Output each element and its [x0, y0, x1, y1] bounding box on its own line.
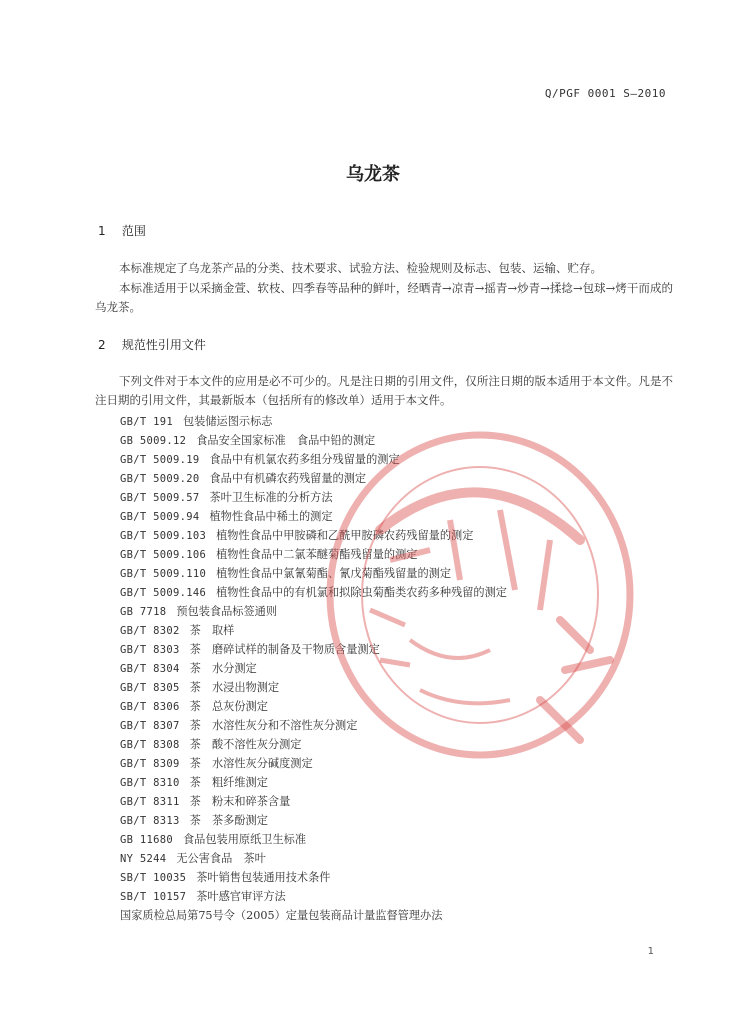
section-1-heading — [98, 222, 146, 239]
ref-code: GB/T 5009.20 — [120, 473, 200, 485]
section-number: 2 — [98, 338, 106, 352]
ref-code: GB/T 8310 — [120, 777, 180, 789]
ref-code: GB/T 8307 — [120, 720, 180, 732]
section-2-paragraph-1: 下列文件对于本文件的应用是必不可少的。凡是注日期的引用文件，仅所注日期的版本适用于本文件。凡是不注日期的引用文件，其最新版本（包括所有的修改单）适用于本文件。 — [95, 374, 673, 407]
ref-name: 茶 水溶性灰分和不溶性灰分测定 — [189, 719, 358, 732]
list-item — [120, 602, 507, 621]
ref-code: GB 11680 — [120, 834, 173, 846]
ref-code: GB/T 8304 — [120, 663, 180, 675]
ref-name: 植物性食品中二氯苯醚菊酯残留量的测定 — [216, 548, 418, 561]
ref-name: 食品中有机氯农药多组分残留量的测定 — [209, 453, 400, 466]
ref-code: GB/T 8308 — [120, 739, 180, 751]
ref-code: GB/T 8313 — [120, 815, 180, 827]
ref-name: 茶 粗纤维测定 — [189, 776, 268, 789]
ref-name: 食品安全国家标准 食品中铅的测定 — [196, 434, 376, 447]
list-item — [120, 697, 507, 716]
list-item — [120, 526, 507, 545]
ref-code: GB/T 191 — [120, 416, 173, 428]
ref-name: 茶 水溶性灰分碱度测定 — [189, 757, 313, 770]
ref-code: GB/T 5009.19 — [120, 454, 200, 466]
document-code: Q/PGF 0001 S—2010 — [544, 87, 666, 100]
list-item — [120, 830, 507, 849]
ref-name: 茶叶感官审评方法 — [196, 890, 286, 903]
list-item — [120, 849, 507, 868]
section-title: 规范性引用文件 — [121, 338, 206, 352]
ref-code: GB/T 8302 — [120, 625, 180, 637]
list-item — [120, 811, 507, 830]
list-item — [120, 507, 507, 526]
ref-code: GB/T 5009.110 — [120, 568, 207, 580]
ref-name: 食品中有机磷农药残留量的测定 — [209, 472, 367, 485]
list-item — [120, 469, 507, 488]
ref-code: GB 7718 — [120, 606, 167, 618]
list-item — [120, 792, 507, 811]
ref-name: 茶 磨碎试样的制备及干物质含量测定 — [189, 643, 380, 656]
page-number: 1 — [647, 946, 654, 957]
ref-code: SB/T 10157 — [120, 891, 187, 903]
section-1-paragraph-1: 本标准规定了乌龙茶产品的分类、技术要求、试验方法、检验规则及标志、包装、运输、贮存。 — [119, 261, 602, 275]
list-item — [120, 735, 507, 754]
ref-name: 包装储运图示标志 — [182, 415, 273, 428]
ref-code: GB/T 8309 — [120, 758, 180, 770]
ref-code: GB/T 8306 — [120, 701, 180, 713]
ref-code: GB/T 8303 — [120, 644, 180, 656]
list-item — [120, 716, 507, 735]
ref-name: 植物性食品中稀土的测定 — [209, 510, 333, 523]
list-item — [120, 583, 507, 602]
page-title: 乌龙茶 — [346, 164, 400, 185]
ref-code: GB/T 5009.106 — [120, 549, 207, 561]
ref-name: 国家质检总局第75号令（2005）定量包装商品计量监督管理办法 — [120, 909, 443, 922]
list-item — [120, 754, 507, 773]
ref-name: 茶 取样 — [189, 624, 235, 637]
ref-name: 预包装食品标签通则 — [176, 605, 278, 618]
section-title: 范围 — [121, 224, 146, 238]
ref-name: 植物性食品中氯氰菊酯、氰戊菊酯残留量的测定 — [216, 567, 452, 580]
list-item — [120, 659, 507, 678]
list-item — [120, 906, 507, 925]
ref-name: 茶 茶多酚测定 — [189, 814, 268, 827]
ref-code: GB 5009.12 — [120, 435, 187, 447]
ref-name: 植物性食品中甲胺磷和乙酰甲胺磷农药残留量的测定 — [216, 529, 474, 542]
ref-code: GB/T 8305 — [120, 682, 180, 694]
list-item — [120, 431, 507, 450]
ref-name: 茶 酸不溶性灰分测定 — [189, 738, 302, 751]
ref-name: 茶 水浸出物测定 — [189, 681, 280, 694]
section-1-paragraph-2: 本标准适用于以采摘金萱、软枝、四季春等品种的鲜叶，经晒青→凉青→摇青→炒青→揉捻→包球→烤干而成的乌龙茶。 — [95, 281, 673, 314]
ref-name: 茶 总灰份测定 — [189, 700, 268, 713]
list-item — [120, 412, 507, 431]
ref-name: 茶 粉末和碎茶含量 — [189, 795, 291, 808]
ref-name: 茶叶销售包装通用技术条件 — [196, 871, 331, 884]
list-item — [120, 621, 507, 640]
ref-name: 茶叶卫生标准的分析方法 — [209, 491, 333, 504]
ref-code: SB/T 10035 — [120, 872, 187, 884]
ref-name: 茶 水分测定 — [189, 662, 257, 675]
list-item — [120, 640, 507, 659]
section-number: 1 — [98, 224, 106, 238]
ref-code: GB/T 5009.57 — [120, 492, 200, 504]
list-item — [120, 678, 507, 697]
list-item — [120, 545, 507, 564]
ref-code: GB/T 5009.103 — [120, 530, 207, 542]
list-item — [120, 564, 507, 583]
ref-name: 无公害食品 茶叶 — [176, 852, 266, 865]
section-2-heading — [98, 336, 206, 353]
ref-code: GB/T 5009.146 — [120, 587, 207, 599]
list-item — [120, 488, 507, 507]
list-item — [120, 887, 507, 906]
ref-name: 食品包装用原纸卫生标准 — [182, 833, 307, 846]
ref-code: GB/T 5009.94 — [120, 511, 200, 523]
ref-code: GB/T 8311 — [120, 796, 180, 808]
reference-list — [120, 412, 507, 925]
list-item — [120, 773, 507, 792]
list-item — [120, 450, 507, 469]
list-item — [120, 868, 507, 887]
ref-name: 植物性食品中的有机氯和拟除虫菊酯类农药多种残留的测定 — [216, 586, 507, 599]
ref-code: NY 5244 — [120, 853, 167, 865]
